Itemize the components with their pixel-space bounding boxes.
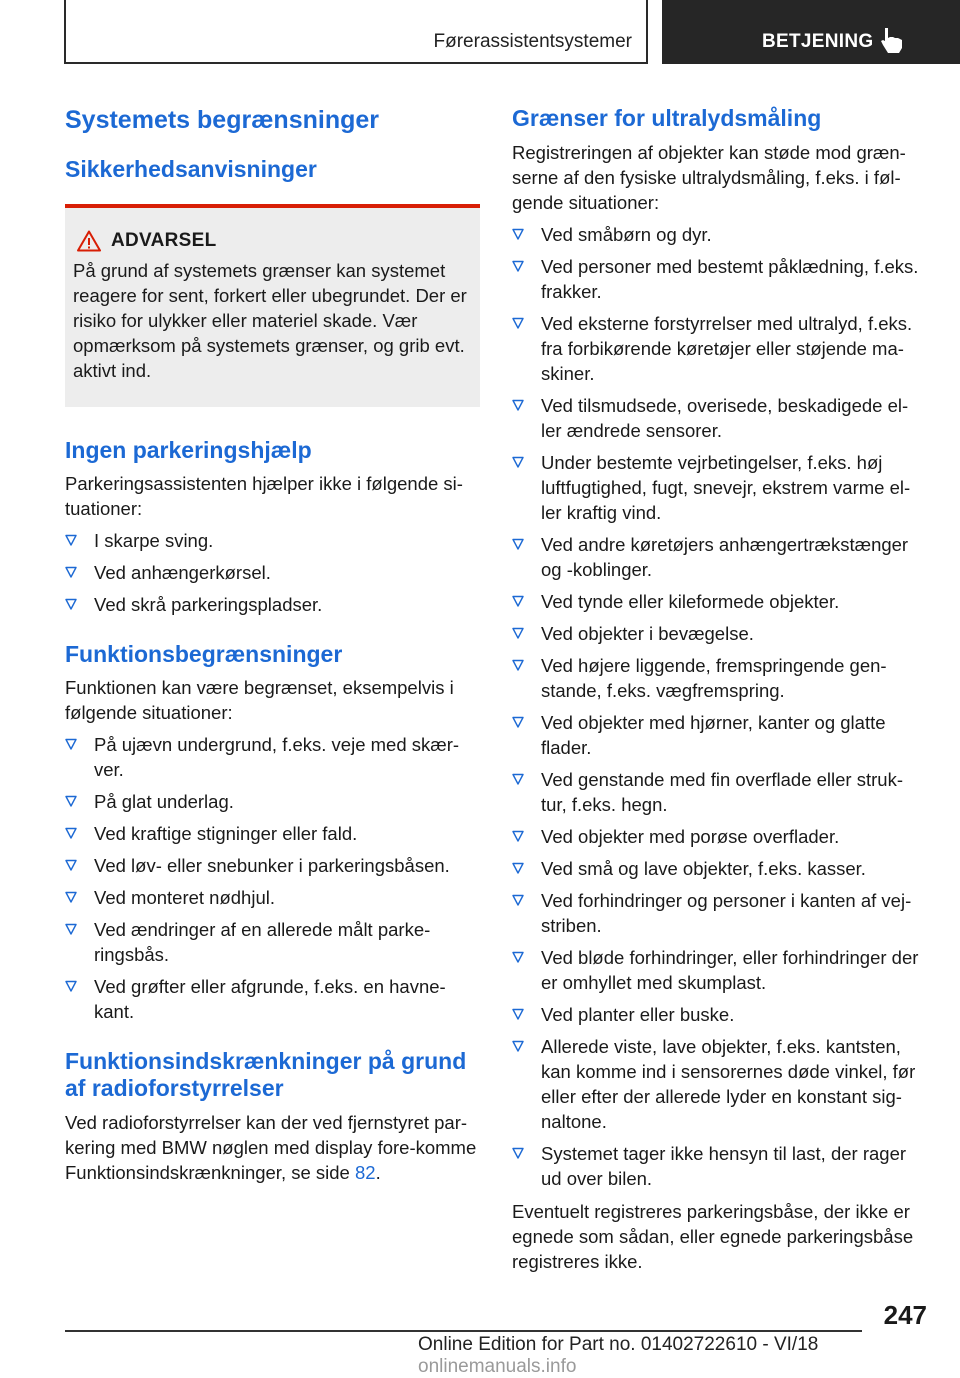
footer-divider bbox=[65, 1330, 862, 1332]
triangle-bullet-icon bbox=[512, 951, 524, 963]
list-item: Systemet tager ikke hensyn til last, der rager ud over bilen. bbox=[512, 1141, 927, 1191]
list-item: Ved objekter med porøse overflader. bbox=[512, 824, 927, 849]
list-item: Ved skrå parkeringspladser. bbox=[65, 592, 480, 617]
warning-title: ADVARSEL bbox=[111, 230, 217, 251]
parking-list bbox=[65, 528, 480, 617]
list-item: Ved højere liggende, fremspringende gen-stande, f.eks. vægfremspring. bbox=[512, 653, 927, 703]
warning-triangle-icon bbox=[77, 230, 101, 252]
list-item: Ved personer med bestemt påklædning, f.eks. frakker. bbox=[512, 254, 927, 304]
page-link[interactable]: 82 bbox=[354, 1162, 376, 1183]
list-item: Ved grøfter eller afgrunde, f.eks. en havne-kant. bbox=[65, 974, 480, 1024]
triangle-bullet-icon bbox=[65, 980, 77, 992]
radio-heading: Funktionsindskrænkninger på grund af radioforstyrrelser bbox=[65, 1048, 467, 1101]
triangle-bullet-icon bbox=[512, 538, 524, 550]
triangle-bullet-icon bbox=[512, 1040, 524, 1052]
section-title: Førerassistentsystemer bbox=[64, 0, 648, 64]
triangle-bullet-icon bbox=[65, 598, 77, 610]
triangle-bullet-icon bbox=[512, 659, 524, 671]
triangle-bullet-icon bbox=[65, 795, 77, 807]
list-item: I skarpe sving. bbox=[65, 528, 480, 553]
triangle-bullet-icon bbox=[65, 923, 77, 935]
functions-list bbox=[65, 732, 480, 1024]
list-item: Ved andre køretøjers anhængertrækstænger og -koblinger. bbox=[512, 532, 927, 582]
parking-heading: Ingen parkeringshjælp bbox=[65, 437, 312, 463]
ultrasound-outro: Eventuelt registreres parkeringsbåse, der ikke er egnede som sådan, eller egnede parkeringsbåse registreres ikke. bbox=[512, 1201, 914, 1272]
triangle-bullet-icon bbox=[512, 894, 524, 906]
list-item: Ved små og lave objekter, f.eks. kasser. bbox=[512, 856, 927, 881]
ultrasound-intro: Registreringen af objekter kan støde mod græn-serne af den fysiske ultralydsmåling, f.eks. i føl-gende situationer: bbox=[512, 142, 906, 213]
triangle-bullet-icon bbox=[512, 317, 524, 329]
triangle-bullet-icon bbox=[512, 1147, 524, 1159]
triangle-bullet-icon bbox=[65, 738, 77, 750]
list-item: På glat underlag. bbox=[65, 789, 480, 814]
triangle-bullet-icon bbox=[512, 456, 524, 468]
safety-subtitle: Sikkerhedsanvisninger bbox=[65, 156, 317, 182]
functions-intro: Funktionen kan være begrænset, eksempelvis i følgende situationer: bbox=[65, 677, 454, 723]
list-item: Ved anhængerkørsel. bbox=[65, 560, 480, 585]
list-item: Ved småbørn og dyr. bbox=[512, 222, 927, 247]
triangle-bullet-icon bbox=[512, 862, 524, 874]
radio-text: Ved radioforstyrrelser kan der ved fjernstyret par-kering med BMW nøglen med display fore-komme Funktionsindskrænkninger, se side 82. bbox=[65, 1112, 477, 1183]
triangle-bullet-icon bbox=[512, 595, 524, 607]
list-item: Ved bløde forhindringer, eller forhindringer der er omhyllet med skumplast. bbox=[512, 945, 927, 995]
functions-heading: Funktionsbegrænsninger bbox=[65, 641, 343, 667]
ultrasound-list bbox=[512, 222, 927, 1191]
right-column bbox=[512, 100, 927, 1274]
chapter-tab bbox=[662, 0, 960, 64]
triangle-bullet-icon bbox=[512, 260, 524, 272]
page-number: 247 bbox=[883, 1300, 927, 1330]
footer-edition: Online Edition for Part no. 01402722610 - VI/18 onlinemanuals.info bbox=[418, 1334, 819, 1377]
list-item: Ved genstande med fin overflade eller struk-tur, f.eks. hegn. bbox=[512, 767, 927, 817]
parking-intro: Parkeringsassistenten hjælper ikke i følgende si-tuationer: bbox=[65, 473, 463, 519]
list-item: Ved forhindringer og personer i kanten af vej-striben. bbox=[512, 888, 927, 938]
triangle-bullet-icon bbox=[65, 891, 77, 903]
warning-header bbox=[77, 230, 472, 252]
warning-text: På grund af systemets grænser kan systemet reagere for sent, forkert eller ubegrundet. Der er risiko for ulykker eller materiel skade. Vær opmærksom på systemets grænser, og grib evt. aktivt ind. bbox=[73, 260, 467, 381]
triangle-bullet-icon bbox=[512, 399, 524, 411]
triangle-bullet-icon bbox=[65, 566, 77, 578]
list-item: Ved løv- eller snebunker i parkeringsbåsen. bbox=[65, 853, 480, 878]
triangle-bullet-icon bbox=[512, 228, 524, 240]
triangle-bullet-icon bbox=[65, 534, 77, 546]
list-item: Allerede viste, lave objekter, f.eks. kantsten, kan komme ind i sensorernes døde vinkel, før eller efter der allerede lyder en konstant sig-naltone. bbox=[512, 1034, 927, 1134]
left-column bbox=[65, 100, 480, 1185]
page-title: Systemets begrænsninger bbox=[65, 106, 379, 134]
list-item: Ved objekter med hjørner, kanter og glatte flader. bbox=[512, 710, 927, 760]
hand-pointer-icon bbox=[879, 26, 905, 54]
triangle-bullet-icon bbox=[512, 773, 524, 785]
list-item: Ved tilsmudsede, overisede, beskadigede el-ler ændrede sensorer. bbox=[512, 393, 927, 443]
warning-box bbox=[65, 204, 480, 407]
triangle-bullet-icon bbox=[65, 859, 77, 871]
list-item: Ved kraftige stigninger eller fald. bbox=[65, 821, 480, 846]
list-item: Ved ændringer af en allerede målt parke-ringsbås. bbox=[65, 917, 480, 967]
chapter-label: BETJENING bbox=[762, 31, 874, 52]
list-item: Ved planter eller buske. bbox=[512, 1002, 927, 1027]
ultrasound-heading: Grænser for ultralydsmåling bbox=[512, 105, 822, 131]
watermark: onlinemanuals.info bbox=[418, 1356, 577, 1377]
list-item: Ved objekter i bevægelse. bbox=[512, 621, 927, 646]
triangle-bullet-icon bbox=[65, 827, 77, 839]
triangle-bullet-icon bbox=[512, 716, 524, 728]
page-header bbox=[0, 0, 960, 66]
list-item: Ved tynde eller kileformede objekter. bbox=[512, 589, 927, 614]
list-item: Ved monteret nødhjul. bbox=[65, 885, 480, 910]
list-item: På ujævn undergrund, f.eks. veje med skær-ver. bbox=[65, 732, 480, 782]
triangle-bullet-icon bbox=[512, 627, 524, 639]
triangle-bullet-icon bbox=[512, 1008, 524, 1020]
triangle-bullet-icon bbox=[512, 830, 524, 842]
list-item: Under bestemte vejrbetingelser, f.eks. høj luftfugtighed, fugt, snevejr, ekstrem varme el-ler kraftig vind. bbox=[512, 450, 927, 525]
list-item: Ved eksterne forstyrrelser med ultralyd, f.eks. fra forbikørende køretøjer eller støjende ma-skiner. bbox=[512, 311, 927, 386]
